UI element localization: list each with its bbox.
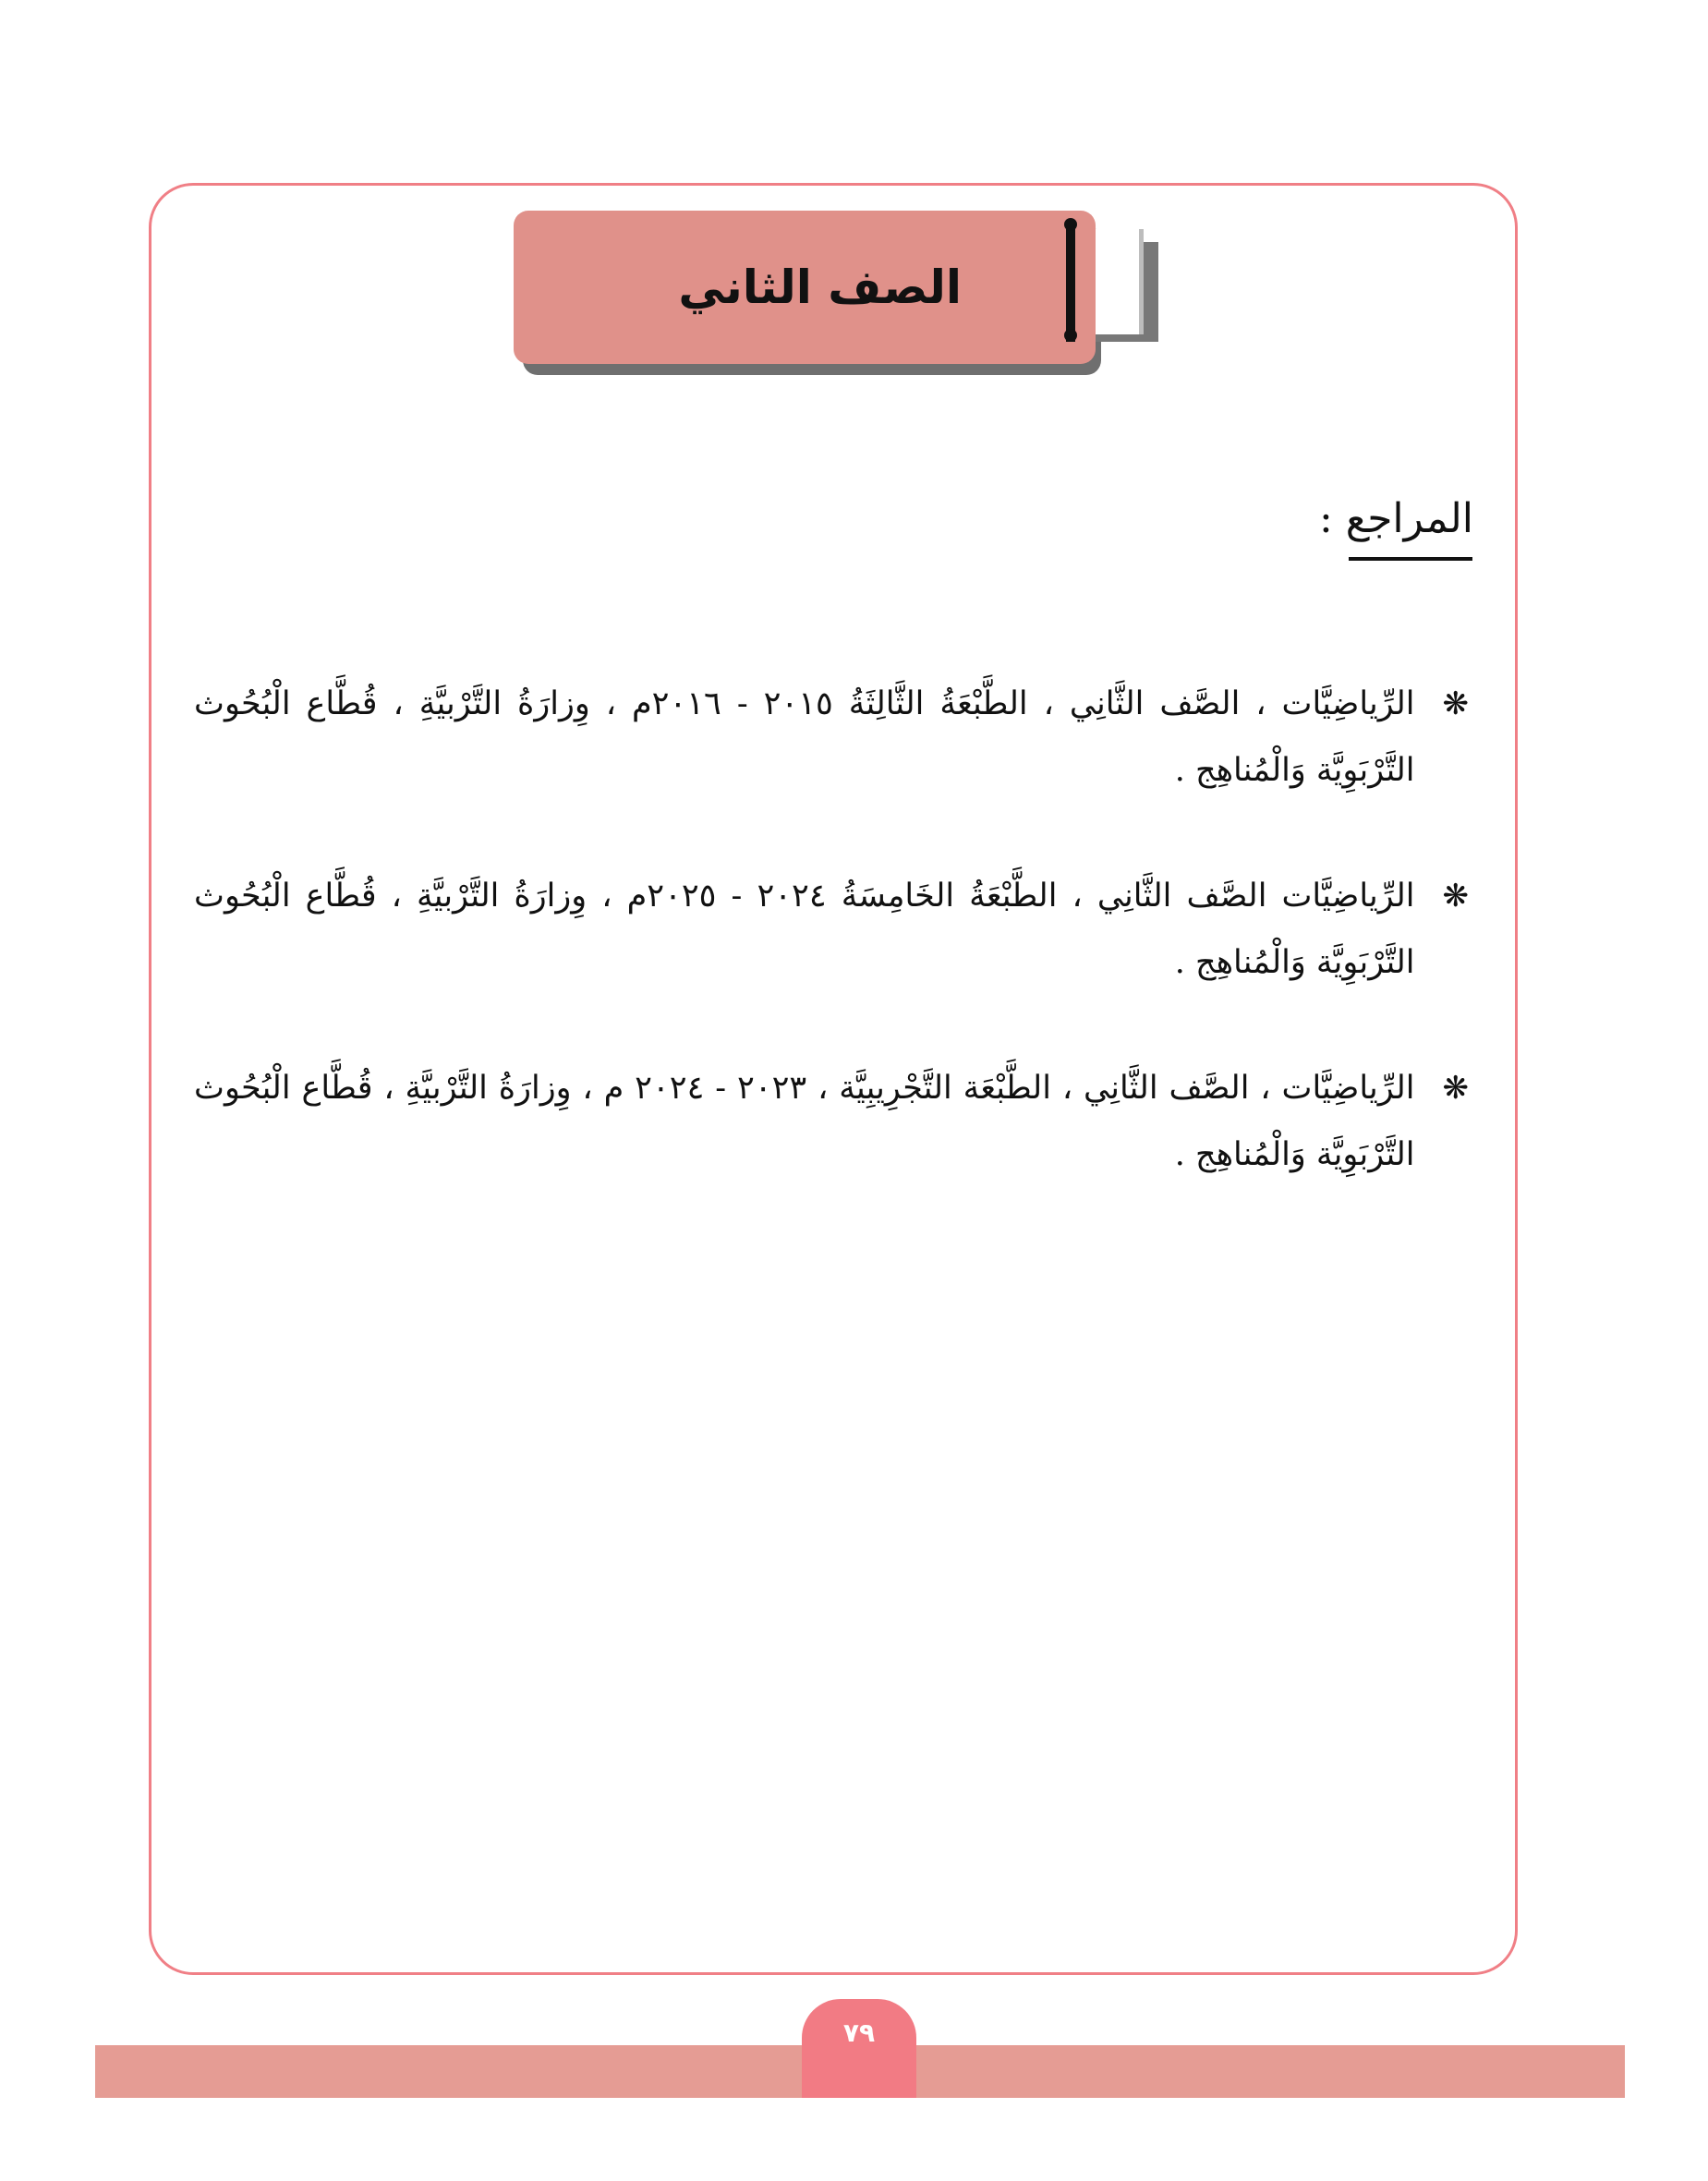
reference-item [194,863,1469,996]
page-number: ٧٩ [842,2017,876,2048]
reference-item [194,1055,1469,1188]
bullet-icon: ❋ [1442,878,1469,915]
reference-text: الرِّياضِيَّات الصَّف الثَّانِي ، الطَّبْعَةُ الخَامِسَةُ ٢٠٢٤ - ٢٠٢٥م ، وِزارَةُ التَّرْبيَّةِ ، قُطَّاع الْبُحُوث التَّرْبَوِيَّة وَالْمُناهِج . [194,878,1415,981]
page-title: الصف الثاني [678,261,962,314]
page-number-tab [802,1999,916,2098]
tab-dot-top [1064,218,1077,231]
reference-text: الرِّياضِيَّات ، الصَّف الثَّانِي ، الطَّبْعَة التَّجْرِيبِيَّة ، ٢٠٢٣ - ٢٠٢٤ م ، وِزارَةُ التَّرْبيَّةِ ، قُطَّاع الْبُحُوث التَّرْبَوِيَّة وَالْمُناهِج . [194,1070,1415,1173]
reference-item [194,671,1469,804]
tab-dot-bottom [1064,329,1077,342]
title-banner [514,211,1096,364]
bullet-icon: ❋ [1442,1070,1469,1107]
references-heading-underline [1349,557,1472,561]
references-heading: المراجع : [1319,495,1473,542]
title-tab-bar [1066,222,1075,342]
bullet-icon: ❋ [1442,685,1469,722]
reference-text: الرِّياضِيَّات ، الصَّف الثَّانِي ، الطَّبْعَةُ الثَّالِثَةُ ٢٠١٥ - ٢٠١٦م ، وِزارَةُ التَّرْبيَّةِ ، قُطَّاع الْبُحُوث التَّرْبَوِيَّة وَالْمُناهِج . [194,685,1415,789]
